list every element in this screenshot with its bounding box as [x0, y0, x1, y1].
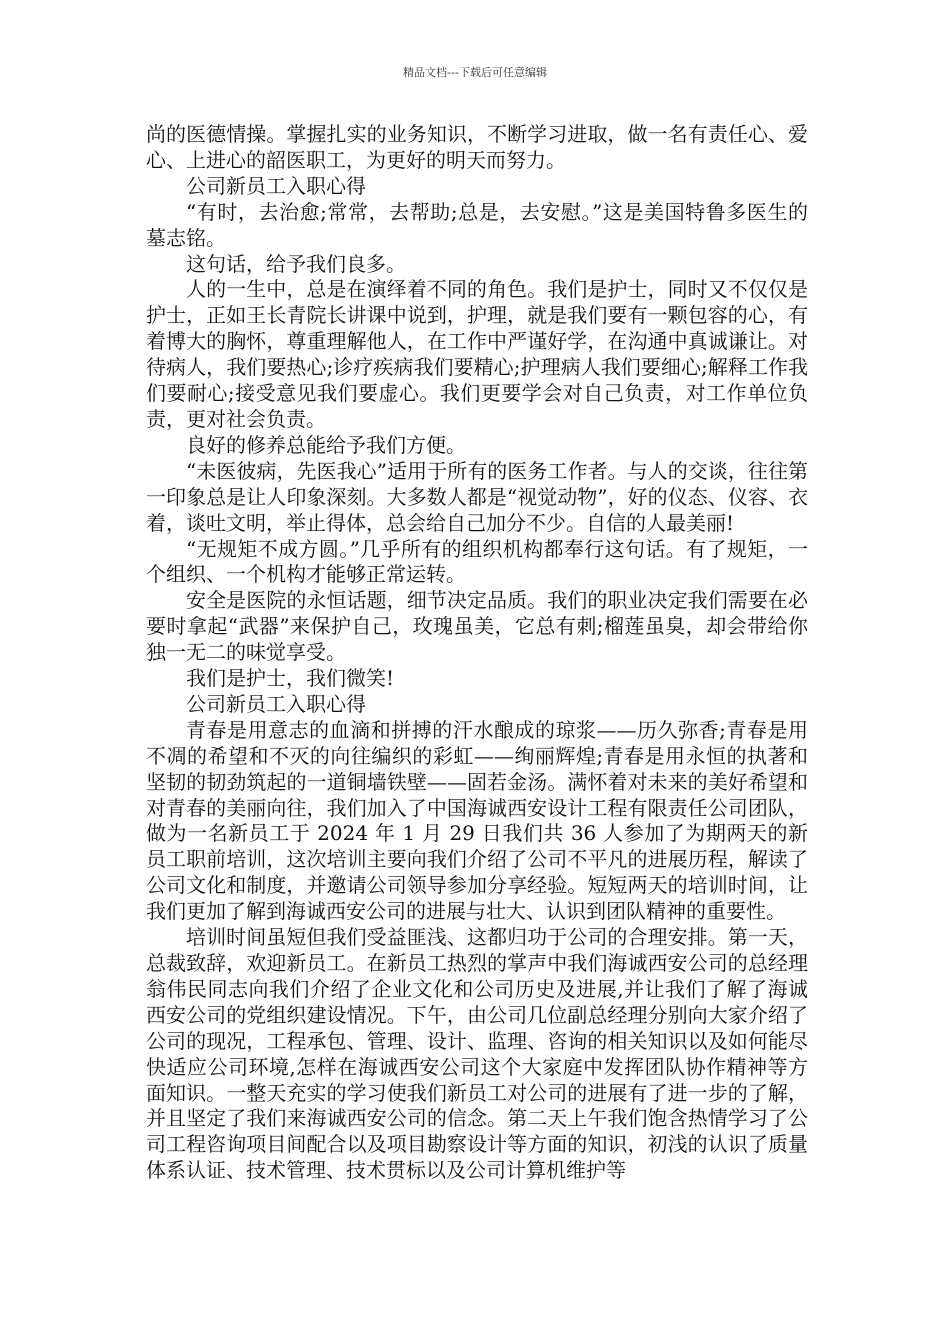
page-header: 精品文档---下载后可任意编辑	[403, 66, 547, 79]
paragraph: “有时，去治愈;常常，去帮助;总是，去安慰。”这是美国特鲁多医生的墓志铭。	[146, 199, 808, 250]
paragraph-continuation: 尚的医德情操。掌握扎实的业务知识，不断学习进取，做一名有责任心、爱心、上进心的韶医职工，为更好的明天而努力。	[146, 122, 808, 172]
document-body	[146, 122, 808, 1184]
paragraph: 培训时间虽短但我们受益匪浅、这都归功于公司的合理安排。第一天，总裁致辞，欢迎新员工。在新员工热烈的掌声中我们海诚西安公司的总经理翁伟民同志向我们介绍了企业文化和公司历史及进展,并让我们了解了海诚西安公司的党组织建设情况。下午，由公司几位副总经理分别向大家介绍了公司的现况，工程承包、管理、设计、监理、咨询的相关知识以及如何能尽快适应公司环境,怎样在海诚西安公司这个大家庭中发挥团队协作精神等方面知识。一整天充实的学习使我们新员工对公司的进展有了进一步的了解，并且坚定了我们来海诚西安公司的信念。第二天上午我们饱含热情学习了公司工程咨询项目间配合以及项目勘察设计等方面的知识，初浅的认识了质量体系认证、技术管理、技术贯标以及公司计算机维护等	[146, 925, 808, 1183]
paragraph: 青春是用意志的血滴和拼搏的汗水酿成的琼浆——历久弥香;青春是用不凋的希望和不灭的向往编织的彩虹——绚丽辉煌;青春是用永恒的执著和坚韧的韧劲筑起的一道铜墙铁壁——固若金汤。满怀着对未来的美好希望和对青春的美丽向往，我们加入了中国海诚西安设计工程有限责任公司团队，做为一名新员工于 2024 年 1 月 29 日我们共 36 人参加了为期两天的新员工职前培训，这次培训主要向我们介绍了公司不平凡的进展历程，解读了公司文化和制度，并邀请公司领导参加分享经验。短短两天的培训时间，让我们更加了解到海诚西安公司的进展与壮大、认识到团队精神的重要性。	[146, 717, 808, 924]
section-title: 公司新员工入职心得	[186, 173, 366, 198]
paragraph: 这句话，给予我们良多。	[186, 251, 406, 276]
paragraph: 人的一生中，总是在演绎着不同的角色。我们是护士，同时又不仅仅是护士，正如王长青院长讲课中说到，护理，就是我们要有一颗包容的心，有着博大的胸怀，尊重理解他人，在工作中严谨好学，在沟通中真诚谦让。对待病人，我们要热心;诊疗疾病我们要精心;护理病人我们要细心;解释工作我们要耐心;接受意见我们要虚心。我们更要学会对自己负责，对工作单位负责，更对社会负责。	[146, 277, 808, 431]
paragraph: 良好的修养总能给予我们方便。	[186, 432, 466, 457]
paragraph: 我们是护士，我们微笑!	[186, 666, 395, 691]
paragraph: 安全是医院的永恒话题，细节决定品质。我们的职业决定我们需要在必要时拿起“武器”来保护自己，玫瑰虽美，它总有刺;榴莲虽臭，却会带给你独一无二的味觉享受。	[146, 588, 808, 665]
section-title: 公司新员工入职心得	[186, 691, 366, 716]
paragraph: “未医彼病，先医我心”适用于所有的医务工作者。与人的交谈，往往第一印象总是让人印象深刻。大多数人都是“视觉动物”，好的仪态、仪容、衣着，谈吐文明，举止得体，总会给自己加分不少。自信的人最美丽!	[146, 458, 808, 535]
paragraph: “无规矩不成方圆。”几乎所有的组织机构都奉行这句话。有了规矩，一个组织、一个机构才能够正常运转。	[146, 536, 808, 587]
